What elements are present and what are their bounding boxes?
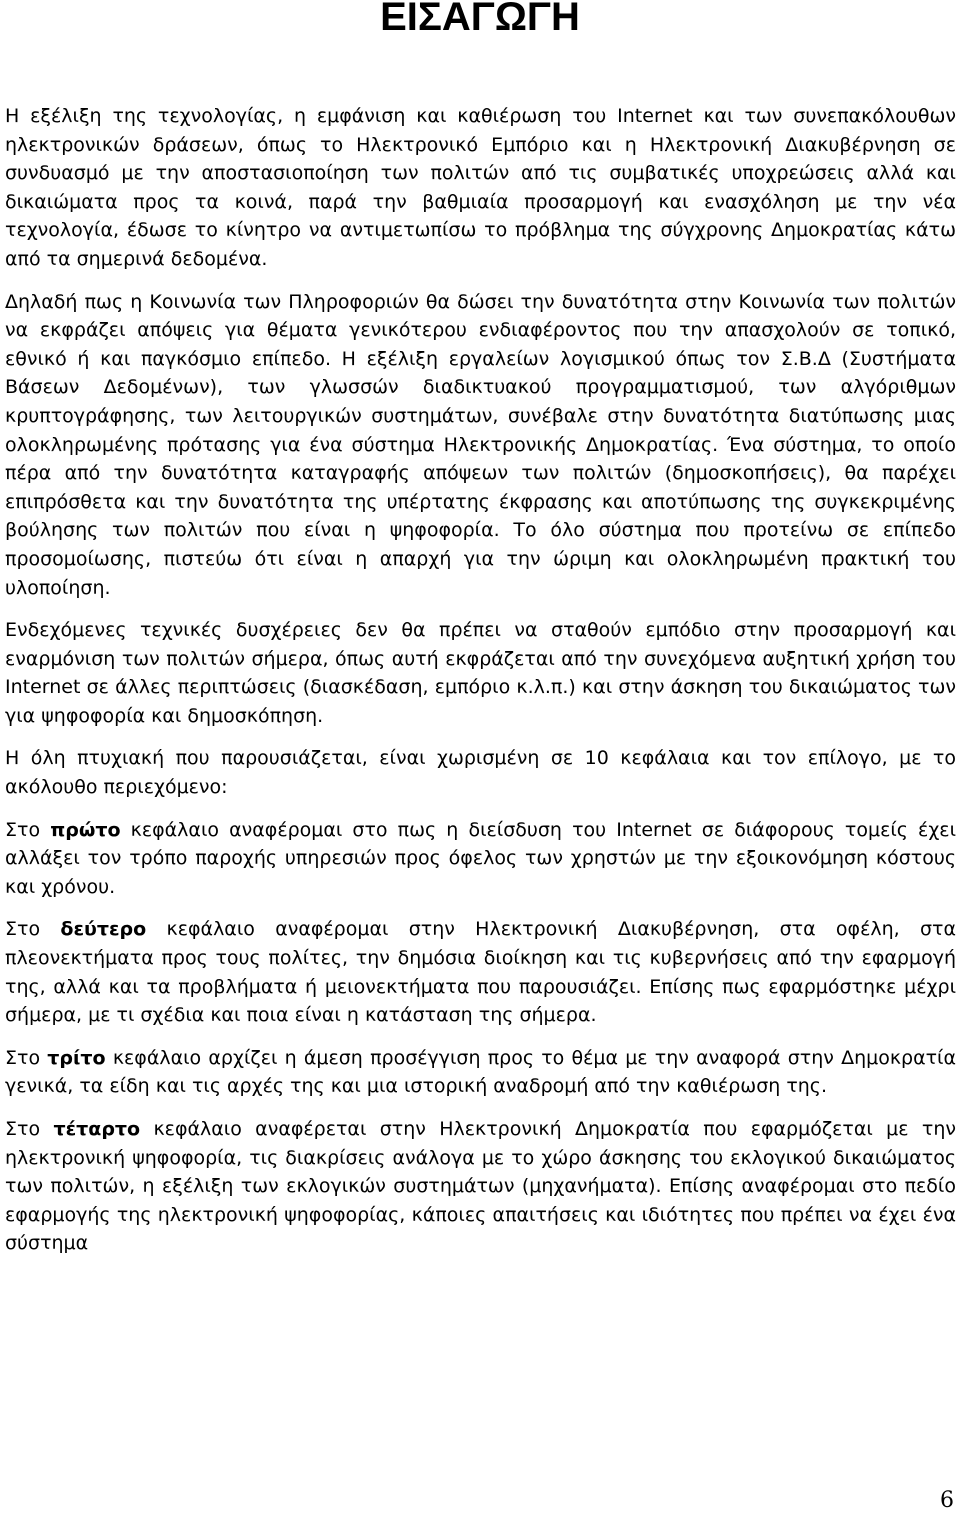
chapter-description: κεφάλαιο αρχίζει η άμεση προσέγγιση προς το θέμα με την αναφορά στην Δημοκρατία γενικά, τα είδη και τις αρχές της και μια ιστορική αναδρομή από την καθιέρωση της. [5,1046,957,1098]
chapter-description: κεφάλαιο αναφέρεται στην Ηλεκτρονική Δημοκρατία που εφαρμόζεται με την ηλεκτρονική ψηφοφορία, τις διακρίσεις ανάλογα με το χώρο άσκησης του εκλογικού δικαιώματος των πολιτών, η εξέλιξη των εκλογικών συστημάτων (μηχανήματα). Επίσης αναφέρομαι στο πεδίο εφαρμογής της ηλεκτρονική ψηφοφορίας, κάποιες απαιτήσεις και ιδιότητες που πρέπει να έχει ένα σύστημα [5,1118,956,1255]
chapter-description: κεφάλαιο αναφέρομαι στο πως η διείσδυση του Internet σε διάφορους τομείς έχει αλλάξει τον τρόπο παροχής υπηρεσιών προς όφελος των χρηστών με την εξοικονόμηση κόστους και χρόνου. [5,818,956,898]
page-number: 6 [940,1488,954,1513]
paragraph-information-society: Δηλαδή πως η Κοινωνία των Πληροφοριών θα δώσει την δυνατότητα στην Κοινωνία των πολιτών να εκφράζει απόψεις για θέματα γενικότερου ενδιαφέροντος που την απασχολούν σε τοπικό, εθνικό ή και παγκόσμιο επίπεδο. Η εξέλιξη εργαλείων λογισμικού όπως τον Σ.Β.Δ (Συστήματα Βάσεων Δεδομένων), των γλωσσών διαδικτυακού προγραμματισμού, των αλγόριθμων κρυπτογράφησης, των λειτουργικών συστημάτων, συνέβαλε στην δυνατότητα διατύπωσης μιας ολοκληρωμένης πρότασης για ένα σύστημα Ηλεκτρονικής Δημοκρατίας. Ένα σύστημα, το οποίο πέρα από την δυνατότητα καταγραφής απόψεων των πολιτών (δημοσκοπήσεις), θα παρέχει επιπρόσθετα και την δυνατότητα της υπέρτατης έκφρασης και αποτύπωσης της συγκεκριμένης βούλησης των πολιτών που είναι η ψηφοφορία. Το όλο σύστημα που προτείνω σε επίπεδο προσομοίωσης, πιστεύω ότι είναι η απαρχή για την ώριμη και ολοκληρωμένη πρακτική του υλοποίηση. [5,290,956,599]
paragraph-chapter-1 [5,816,956,902]
chapter-ordinal: τρίτο [47,1046,106,1069]
chapter-ordinal: τέταρτο [53,1118,141,1140]
paragraph-intro: Η εξέλιξη της τεχνολογίας, η εμφάνιση και καθιέρωση του Internet και των συνεπακόλουθων ηλεκτρονικών δράσεων, όπως το Ηλεκτρονικό Εμπόριο και η Ηλεκτρονική Διακυβέρνηση σε συνδυασμό με την αποστασιοποίηση των πολιτών από τις συμβατικές υποχρεώσεις αλλά και δικαιώματα προς τα κοινά, παρά την βαθμιαία προσαρμογή και ενασχόληση με την νέα τεχνολογία, έδωσε το κίνητρο να αντιμετωπίσω το πρόβλημα της σύγχρονης Δημοκρατίας κάτω από τα σημερινά δεδομένα. [5,105,956,270]
chapter-description: κεφάλαιο αναφέρομαι στην Ηλεκτρονική Διακυβέρνηση, στα οφέλη, στα πλεονεκτήματα προς τους πολίτες, την δημόσια διοίκηση και τις κυβερνήσεις από την εφαρμογή της, αλλά και τα προβλήματα ή μειονεκτήματα που παρουσιάζει. Επίσης πως εφαρμόστηκε μέχρι σήμερα, με τι σχέδια και ποια είναι η κατάσταση της σήμερα. [5,918,956,1027]
paragraph-chapter-2 [5,915,956,1029]
chapter-lead-text: Στο [5,1118,54,1140]
chapter-lead-text: Στο [5,918,61,941]
chapter-lead-text: Στο [5,1046,48,1069]
document-body [5,102,956,1272]
chapter-ordinal: δεύτερο [60,918,147,941]
paragraph-technical-difficulties: Ενδεχόμενες τεχνικές δυσχέρειες δεν θα πρέπει να σταθούν εμπόδιο στην προσαρμογή και εναρμόνιση των πολιτών σήμερα, όπως αυτή εκφράζεται από την συνεχόμενα αυξητική χρήση του Internet σε άλλες περιπτώσεις (διασκέδαση, εμπόριο κ.λ.π.) και στην άσκηση του δικαιώματος των για ψηφοφορία και δημοσκόπηση. [5,619,956,727]
page-title: ΕΙΣΑΓΩΓΗ [380,0,580,39]
paragraph-chapter-3 [5,1044,956,1101]
paragraph-chapter-4 [5,1115,956,1258]
paragraph-structure: Η όλη πτυχιακή που παρουσιάζεται, είναι χωρισμένη σε 10 κεφάλαια και τον επίλογο, με το ακόλουθο περιεχόμενο: [5,747,956,799]
chapter-ordinal: πρώτο [50,818,121,841]
chapter-lead-text: Στο [5,818,51,841]
